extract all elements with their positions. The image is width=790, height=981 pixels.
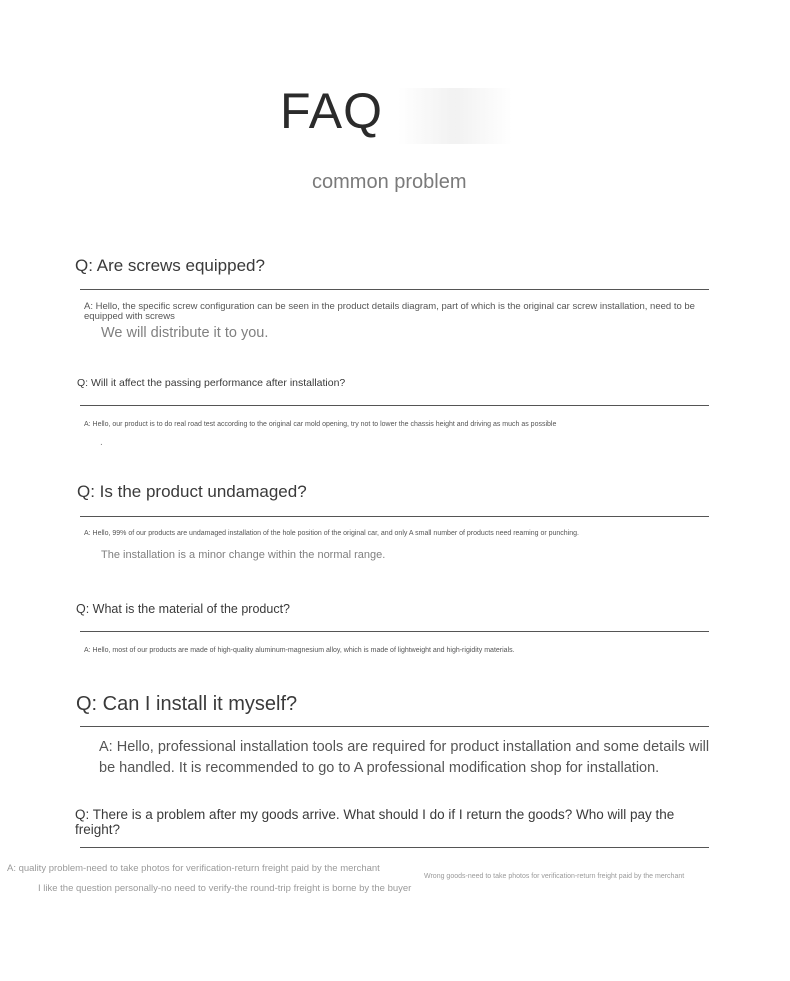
faq-divider-1 [80, 289, 709, 290]
faq-answer-2-extra: . [100, 437, 103, 448]
faq-question-3: Q: Is the product undamaged? [77, 482, 307, 501]
faq-question-6: Q: There is a problem after my goods arrive. What should I do if I return the goods? Who will pay the freight? [75, 807, 675, 837]
faq-answer-3: A: Hello, 99% of our products are undamaged installation of the hole position of the original car, and only A small number of products need reaming or punching. [84, 530, 579, 537]
faq-divider-2 [80, 405, 709, 406]
faq-answer-6-right: Wrong goods-need to take photos for verification-return freight paid by the merchant [424, 873, 685, 880]
faq-divider-3 [80, 516, 709, 517]
faq-answer-6-extra: I like the question personally-no need to verify-the round-trip freight is borne by the buyer [38, 883, 412, 894]
faq-question-4: Q: What is the material of the product? [76, 602, 290, 616]
faq-answer-1-extra: We will distribute it to you. [101, 325, 269, 341]
title-decoration [398, 88, 512, 144]
faq-question-2: Q: Will it affect the passing performance after installation? [77, 377, 346, 389]
page-title: FAQ [280, 83, 384, 139]
faq-answer-1: A: Hello, the specific screw configuration can be seen in the product details diagram, part of which is the original car screw installation, need to be equipped with screws [84, 301, 695, 322]
faq-answer-2: A: Hello, our product is to do real road test according to the original car mold opening, try not to lower the chassis height and driving as much as possible [84, 421, 557, 428]
page-subtitle: common problem [312, 171, 467, 193]
faq-question-1: Q: Are screws equipped? [75, 256, 265, 275]
faq-answer-6: A: quality problem-need to take photos for verification-return freight paid by the merchant [7, 863, 380, 874]
faq-divider-4 [80, 631, 709, 632]
faq-divider-6 [80, 847, 709, 848]
faq-answer-5: A: Hello, professional installation tools are required for product installation and some details will be handled. It is recommended to go to A professional modification shop for installation. [99, 739, 710, 776]
faq-answer-4: A: Hello, most of our products are made of high-quality aluminum-magnesium alloy, which is made of lightweight and high-rigidity materials. [84, 647, 515, 654]
faq-answer-3-extra: The installation is a minor change within the normal range. [101, 549, 386, 561]
faq-question-5: Q: Can I install it myself? [76, 693, 298, 715]
faq-divider-5 [80, 726, 709, 727]
